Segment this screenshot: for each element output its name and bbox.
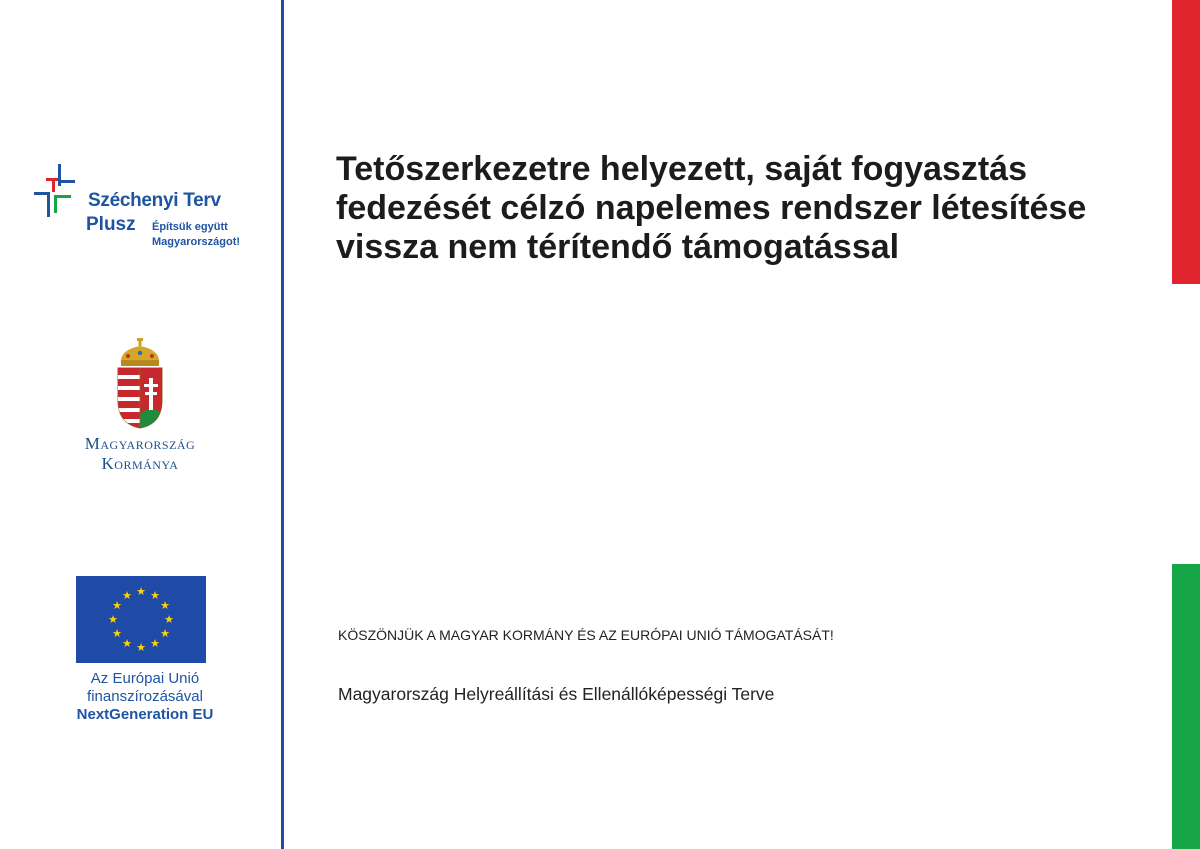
svg-text:★: ★ bbox=[112, 599, 122, 612]
svg-text:★: ★ bbox=[160, 627, 170, 640]
eu-flag bbox=[76, 576, 206, 663]
vertical-divider bbox=[281, 0, 284, 849]
flag-stripe-green bbox=[1172, 564, 1200, 849]
recovery-plan-name: Magyarország Helyreállítási és Ellenállóképességi Terve bbox=[338, 684, 775, 704]
szechenyi-slogan-line2: Magyarországot! bbox=[152, 236, 241, 248]
svg-text:★: ★ bbox=[150, 637, 160, 650]
svg-text:★: ★ bbox=[108, 613, 118, 626]
szechenyi-terv-plusz-logo bbox=[32, 162, 262, 257]
szechenyi-cross-icon bbox=[32, 162, 78, 222]
government-logo-text bbox=[40, 434, 240, 474]
flag-stripe-red bbox=[1172, 0, 1200, 284]
szechenyi-slogan-line1: Építsük együtt bbox=[152, 221, 228, 233]
eu-funding-text bbox=[40, 670, 250, 724]
szechenyi-name-line2: Plusz bbox=[86, 214, 136, 235]
hungarian-coat-of-arms-icon bbox=[113, 338, 167, 430]
svg-text:★: ★ bbox=[160, 599, 170, 612]
svg-text:★: ★ bbox=[164, 613, 174, 626]
thanks-statement: KÖSZÖNJÜK A MAGYAR KORMÁNY ÉS AZ EURÓPAI UNIÓ TÁMOGATÁSÁT! bbox=[338, 627, 834, 643]
government-line1: Magyarország bbox=[84, 434, 196, 453]
svg-text:★: ★ bbox=[122, 589, 132, 602]
svg-text:★: ★ bbox=[112, 627, 122, 640]
szechenyi-slogan bbox=[152, 220, 240, 250]
svg-text:★: ★ bbox=[150, 589, 160, 602]
eu-line1: Az Európai Unió bbox=[90, 670, 200, 687]
project-title: Tetőszerkezetre helyezett, saját fogyasztás fedezését célzó napelemes rendszer létesítése vissza nem térítendő támogatással bbox=[336, 150, 1087, 266]
szechenyi-name-line1: Széchenyi Terv bbox=[88, 190, 221, 211]
svg-text:★: ★ bbox=[136, 585, 146, 598]
eu-line3: NextGeneration EU bbox=[76, 706, 214, 723]
logo-column bbox=[0, 0, 282, 849]
eu-stars-icon bbox=[76, 576, 206, 663]
svg-text:★: ★ bbox=[136, 641, 146, 654]
government-line2: Kormánya bbox=[101, 454, 179, 473]
svg-text:★: ★ bbox=[122, 637, 132, 650]
eu-line2: finanszírozásával bbox=[87, 688, 203, 705]
